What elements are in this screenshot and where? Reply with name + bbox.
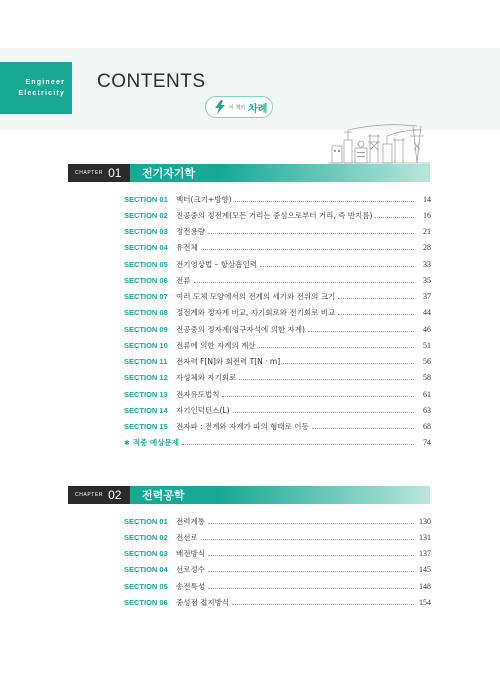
dot-leader bbox=[235, 201, 414, 202]
section-label: SECTION 04 bbox=[124, 565, 168, 575]
section-label: SECTION 01 bbox=[124, 194, 168, 204]
dot-leader bbox=[232, 604, 414, 605]
page-number: 131 bbox=[419, 532, 431, 542]
section-label: SECTION 14 bbox=[124, 405, 168, 415]
page-number: 44 bbox=[423, 308, 431, 318]
section-title: 배전방식 bbox=[176, 549, 205, 559]
dot-leader bbox=[239, 379, 414, 380]
page-number: 56 bbox=[423, 357, 431, 367]
page-number: 16 bbox=[423, 210, 431, 220]
chapter-label-box bbox=[68, 164, 130, 182]
page-number: 33 bbox=[423, 259, 431, 269]
chapter-title: 전력공학 bbox=[142, 489, 185, 502]
toc-entry[interactable] bbox=[124, 402, 431, 418]
dot-leader bbox=[201, 249, 414, 250]
section-title: 정전계와 정자계 비교, 자기회로와 전기회로 비교 bbox=[176, 308, 336, 318]
section-label: SECTION 12 bbox=[124, 373, 168, 383]
page-number: 35 bbox=[423, 275, 431, 285]
section-title: 선로정수 bbox=[176, 565, 205, 575]
section-title: 진공중의 정전계(모든 거리는 중심으로부터 거리, 즉 반지름) bbox=[176, 210, 373, 220]
dot-leader bbox=[182, 444, 414, 445]
toc-entry[interactable] bbox=[124, 386, 431, 402]
subtitle-big-text: 차례 bbox=[248, 103, 268, 115]
page-number: 63 bbox=[423, 405, 431, 415]
section-label: SECTION 06 bbox=[124, 597, 168, 607]
section-label: SECTION 03 bbox=[124, 227, 168, 237]
dot-leader bbox=[201, 539, 414, 540]
chapter-title-bar bbox=[130, 164, 430, 182]
section-title: 전자유도법칙 bbox=[176, 389, 220, 399]
section-title: 자기인덕턴스(L) bbox=[176, 405, 230, 415]
chapter-02-toc-list bbox=[124, 513, 431, 611]
dot-leader bbox=[208, 555, 414, 556]
page-number: 130 bbox=[419, 516, 431, 526]
section-label: SECTION 03 bbox=[124, 549, 168, 559]
section-label: SECTION 09 bbox=[124, 324, 168, 334]
section-label: SECTION 05 bbox=[124, 259, 168, 269]
page-number: 137 bbox=[419, 549, 431, 559]
page-number: 37 bbox=[423, 292, 431, 302]
toc-entry[interactable] bbox=[124, 191, 431, 207]
toc-entry[interactable] bbox=[124, 305, 431, 321]
section-label: SECTION 13 bbox=[124, 389, 168, 399]
toc-entry[interactable] bbox=[124, 207, 431, 223]
section-label: SECTION 06 bbox=[124, 275, 168, 285]
section-title: 벡터(크기+방향) bbox=[176, 194, 232, 204]
section-title: 전자파 : 전계와 자계가 파의 형태로 이동 bbox=[176, 422, 309, 432]
page-number: 68 bbox=[423, 422, 431, 432]
dot-leader bbox=[208, 233, 414, 234]
brand-line-electricity: Electricity bbox=[18, 90, 65, 97]
toc-entry[interactable] bbox=[124, 240, 431, 256]
page-number: 145 bbox=[419, 565, 431, 575]
toc-entry[interactable] bbox=[124, 529, 431, 545]
section-title: 여러 도체 모양에서의 전계의 세기와 전위의 크기 bbox=[176, 292, 336, 302]
page-number: 148 bbox=[419, 581, 431, 591]
section-title: 정전용량 bbox=[176, 227, 205, 237]
dot-leader bbox=[338, 298, 414, 299]
toc-entry[interactable] bbox=[124, 224, 431, 240]
lightning-bolt-icon bbox=[214, 100, 226, 114]
subtitle-pill bbox=[205, 96, 273, 118]
page-number: 58 bbox=[423, 373, 431, 383]
dot-leader bbox=[338, 314, 414, 315]
chapter-header-01 bbox=[68, 164, 430, 182]
toc-entry[interactable] bbox=[124, 419, 431, 435]
page-number: 46 bbox=[423, 324, 431, 334]
section-label: SECTION 01 bbox=[124, 516, 168, 526]
dot-leader bbox=[308, 331, 414, 332]
dot-leader bbox=[208, 588, 414, 589]
dot-leader bbox=[233, 412, 414, 413]
section-label: SECTION 04 bbox=[124, 243, 168, 253]
brand-block bbox=[0, 62, 72, 114]
dot-leader bbox=[312, 428, 414, 429]
toc-entry[interactable] bbox=[124, 546, 431, 562]
chapter-word: CHAPTER bbox=[75, 492, 104, 498]
special-section-label bbox=[124, 437, 179, 448]
section-title: 자성체와 자기회로 bbox=[176, 373, 237, 383]
special-section-title: 적중 예상문제 bbox=[132, 438, 179, 448]
dot-leader bbox=[375, 217, 414, 218]
section-label: SECTION 10 bbox=[124, 340, 168, 350]
page-number: 21 bbox=[423, 227, 431, 237]
dot-leader bbox=[208, 523, 414, 524]
section-label: SECTION 02 bbox=[124, 532, 168, 542]
section-label: SECTION 07 bbox=[124, 292, 168, 302]
section-title: 중성점 접지방식 bbox=[176, 597, 230, 607]
toc-entry[interactable] bbox=[124, 256, 431, 272]
chapter-number: 02 bbox=[108, 488, 122, 502]
chapter-title: 전기자기학 bbox=[142, 167, 196, 180]
page-number: 154 bbox=[419, 597, 431, 607]
page-number: 14 bbox=[423, 194, 431, 204]
toc-entry[interactable] bbox=[124, 321, 431, 337]
dot-leader bbox=[194, 282, 415, 283]
page-title: CONTENTS bbox=[97, 71, 206, 92]
dot-leader bbox=[259, 347, 414, 348]
chapter-01-toc-list bbox=[124, 191, 431, 451]
substation-illustration bbox=[328, 120, 430, 164]
section-label: SECTION 02 bbox=[124, 210, 168, 220]
toc-entry[interactable] bbox=[124, 594, 431, 610]
section-label: SECTION 11 bbox=[124, 357, 168, 367]
chapter-word: CHAPTER bbox=[75, 170, 104, 176]
toc-entry[interactable] bbox=[124, 562, 431, 578]
section-title: 전력계통 bbox=[176, 516, 205, 526]
chapter-title-bar bbox=[130, 486, 430, 504]
section-title: 전선로 bbox=[176, 532, 198, 542]
section-label: SECTION 05 bbox=[124, 581, 168, 591]
page-number: 28 bbox=[423, 243, 431, 253]
section-title: 전류에 의한 자계의 계산 bbox=[176, 340, 256, 350]
section-title: 송전특성 bbox=[176, 581, 205, 591]
chapter-number: 01 bbox=[108, 166, 122, 180]
toc-entry[interactable] bbox=[124, 272, 431, 288]
toc-entry[interactable] bbox=[124, 370, 431, 386]
dot-leader bbox=[260, 266, 414, 267]
dot-leader bbox=[222, 396, 414, 397]
toc-entry[interactable] bbox=[124, 354, 431, 370]
chapter-label-box bbox=[68, 486, 130, 504]
page-number: 51 bbox=[423, 340, 431, 350]
section-title: 진공중의 정자계(영구자석에 의한 자계) bbox=[176, 324, 305, 334]
dot-leader bbox=[283, 363, 414, 364]
subtitle-small-text: 이 책의 bbox=[229, 104, 246, 111]
section-title: 전기영상법 – 항상흡인력 bbox=[176, 259, 257, 269]
page-number: 74 bbox=[423, 438, 431, 448]
section-title: 전류 bbox=[176, 275, 191, 285]
section-title: 유전체 bbox=[176, 243, 198, 253]
dot-leader bbox=[208, 571, 414, 572]
brand-line-engineer: Engineer bbox=[25, 79, 65, 86]
toc-entry[interactable] bbox=[124, 337, 431, 353]
toc-entry[interactable] bbox=[124, 513, 431, 529]
asterisk-icon: ✱ bbox=[124, 438, 130, 447]
page-number: 61 bbox=[423, 389, 431, 399]
toc-entry[interactable] bbox=[124, 578, 431, 594]
toc-entry[interactable] bbox=[124, 289, 431, 305]
toc-entry-special[interactable] bbox=[124, 435, 431, 451]
section-title: 전자력 F[N]와 회전력 T[N · m] bbox=[176, 357, 281, 367]
section-label: SECTION 08 bbox=[124, 308, 168, 318]
chapter-header-02 bbox=[68, 486, 430, 504]
section-label: SECTION 15 bbox=[124, 422, 168, 432]
